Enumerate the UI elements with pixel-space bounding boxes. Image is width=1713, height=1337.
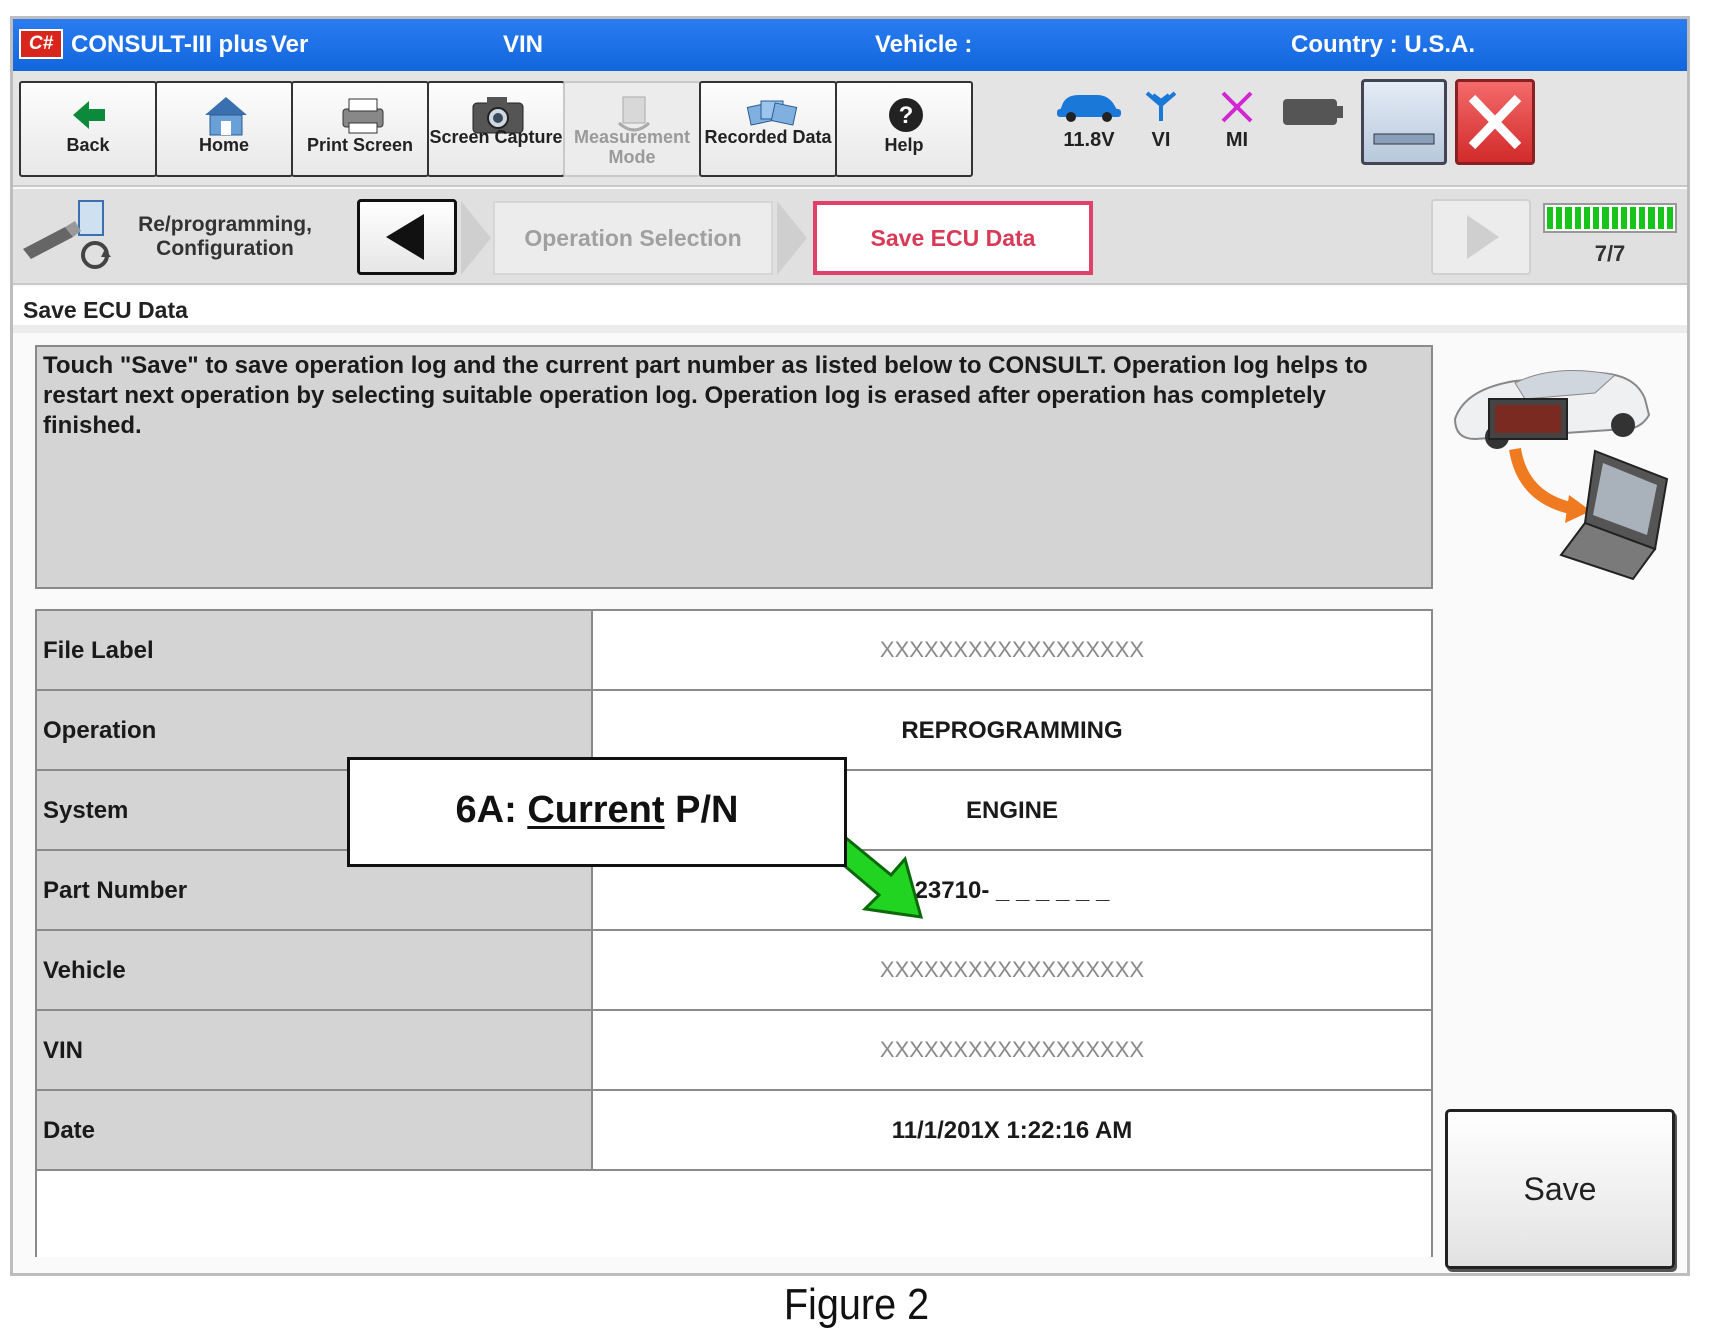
row-value-file-label: XXXXXXXXXXXXXXXXXX	[879, 637, 1145, 662]
battery-status	[1049, 89, 1129, 152]
breadcrumb-operation-selection[interactable]: Operation Selection	[493, 201, 773, 275]
chevron-icon	[777, 201, 807, 275]
section-label: Re/programming, Configuration	[138, 213, 312, 260]
home-icon	[157, 93, 295, 137]
ecu-data-table	[35, 609, 1433, 1257]
table-row	[37, 1091, 1431, 1171]
printer-icon	[293, 93, 431, 137]
step-counter: 7/7	[1594, 241, 1626, 266]
toolbar	[13, 71, 1687, 187]
table-row	[37, 611, 1431, 691]
mi-status	[1207, 89, 1267, 152]
close-icon	[1458, 82, 1532, 162]
app-name: CONSULT-III plus	[71, 31, 268, 58]
measurement-mode-label: Measurement Mode	[573, 127, 691, 167]
minimize-icon	[1364, 82, 1444, 162]
help-button[interactable]	[835, 81, 973, 177]
back-arrow-icon	[21, 93, 159, 137]
reprogramming-icon	[17, 197, 117, 277]
antenna-icon	[1141, 89, 1181, 123]
vi-label: VI	[1151, 129, 1171, 151]
recorded-data-label: Recorded Data	[704, 127, 832, 147]
row-value-system: ENGINE	[965, 797, 1058, 824]
version-label: Ver	[271, 31, 309, 58]
minimize-button[interactable]	[1361, 79, 1447, 165]
row-value-operation: REPROGRAMMING	[901, 717, 1123, 744]
breadcrumb-save-ecu-data[interactable]: Save ECU Data	[813, 201, 1093, 275]
step-progress-bar	[1543, 203, 1677, 233]
print-screen-button[interactable]	[291, 81, 429, 177]
back-label: Back	[66, 135, 110, 155]
vi-status	[1131, 89, 1191, 152]
save-button[interactable]: Save	[1445, 1109, 1675, 1269]
vin-label: VIN	[503, 31, 544, 58]
svg-text:?: ?	[898, 102, 914, 129]
instruction-message: Touch "Save" to save operation log and the current part number as listed below to CONSULT. Operation log helps to restart next operation by selecting suitable operation log. Operation log is erased after operation has completely finished.	[35, 345, 1433, 589]
help-label: Help	[884, 135, 924, 155]
screen-capture-button[interactable]	[427, 81, 565, 177]
table-row	[37, 1011, 1431, 1091]
part-number-callout	[347, 757, 847, 867]
mi-label: MI	[1225, 129, 1249, 151]
previous-step-button[interactable]	[357, 199, 457, 275]
recorded-data-button[interactable]	[699, 81, 837, 177]
car-icon	[1053, 89, 1125, 123]
callout-prefix: 6A:	[455, 789, 517, 831]
measurement-mode-button[interactable]	[563, 81, 701, 177]
chevron-icon	[461, 201, 491, 275]
row-key-operation: Operation	[37, 691, 593, 769]
screen-capture-label: Screen Capture	[429, 127, 563, 147]
app-logo-icon: C#	[19, 29, 63, 59]
row-key-vehicle: Vehicle	[37, 931, 593, 1009]
row-key-part-number: Part Number	[37, 851, 593, 929]
consult-window	[10, 16, 1690, 1276]
close-button[interactable]	[1455, 79, 1535, 165]
title-bar	[13, 19, 1687, 71]
row-key-system: System	[37, 771, 593, 849]
print-screen-label: Print Screen	[306, 135, 414, 155]
battery-voltage: 11.8V	[1063, 129, 1115, 151]
row-key-vin: VIN	[37, 1011, 593, 1089]
next-step-button[interactable]	[1431, 199, 1531, 275]
right-arrow-icon	[1433, 201, 1529, 273]
row-key-date: Date	[37, 1091, 593, 1169]
navigation-row	[13, 189, 1687, 285]
home-label: Home	[198, 135, 249, 155]
row-value-vin: XXXXXXXXXXXXXXXXXX	[879, 1037, 1145, 1062]
row-value-part-number: 23710- _ _ _ _ _ _	[914, 877, 1110, 904]
car-to-laptop-illustration	[1445, 359, 1677, 599]
left-arrow-icon	[360, 202, 454, 272]
table-empty-row	[37, 1171, 1431, 1257]
cross-icon	[1217, 89, 1257, 123]
page-title: Save ECU Data	[13, 287, 1687, 333]
back-button[interactable]	[19, 81, 157, 177]
table-row	[37, 931, 1431, 1011]
country-label: Country : U.S.A.	[1291, 31, 1475, 58]
vehicle-label: Vehicle :	[875, 31, 973, 58]
row-key-file-label: File Label	[37, 611, 593, 689]
row-value-date: 11/1/201X 1:22:16 AM	[891, 1117, 1133, 1144]
home-button[interactable]	[155, 81, 293, 177]
callout-underlined: Current	[527, 789, 665, 831]
row-value-vehicle: XXXXXXXXXXXXXXXXXX	[879, 957, 1145, 982]
battery-icon	[1281, 95, 1345, 129]
help-icon	[837, 93, 975, 137]
figure-caption: Figure 2	[783, 1280, 930, 1329]
callout-suffix: P/N	[675, 789, 739, 831]
